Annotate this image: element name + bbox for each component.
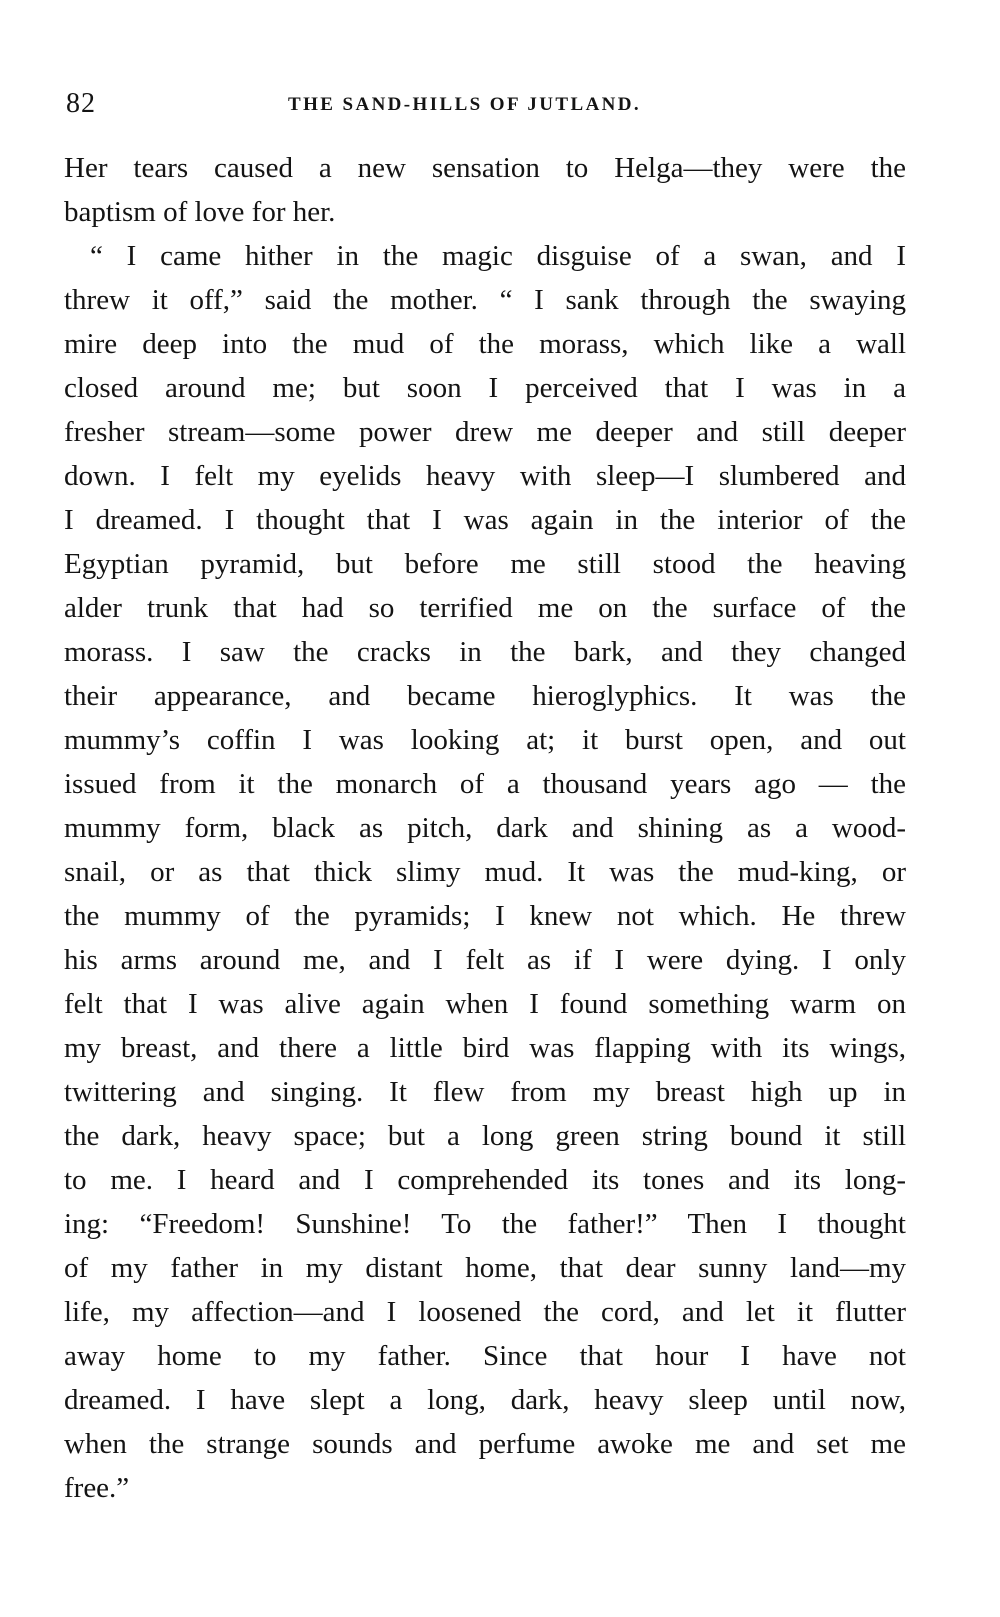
text-line: dreamed. I have slept a long, dark, heavy sleep until now, — [64, 1384, 906, 1416]
text-line: mummy form, black as pitch, dark and shining as a wood- — [64, 812, 906, 844]
text-line: snail, or as that thick slimy mud. It was the mud-king, or — [64, 856, 906, 888]
page-header — [66, 88, 906, 128]
text-line: baptism of love for her. — [64, 196, 336, 228]
text-line: free.” — [64, 1472, 130, 1504]
text-line: down. I felt my eyelids heavy with sleep—I slumbered and — [64, 460, 906, 492]
page-number: 82 — [66, 88, 96, 119]
text-line: alder trunk that had so terrified me on the surface of the — [64, 592, 906, 624]
text-line: away home to my father. Since that hour I have not — [64, 1340, 906, 1372]
text-line: twittering and singing. It flew from my breast high up in — [64, 1076, 906, 1108]
text-line: morass. I saw the cracks in the bark, and they changed — [64, 636, 906, 668]
text-line: my breast, and there a little bird was flapping with its wings, — [64, 1032, 906, 1064]
text-line: fresher stream—some power drew me deeper and still deeper — [64, 416, 906, 448]
text-line: mummy’s coffin I was looking at; it burst open, and out — [64, 724, 906, 756]
text-line: “ I came hither in the magic disguise of a swan, and I — [90, 240, 906, 272]
text-line: mire deep into the mud of the morass, which like a wall — [64, 328, 906, 360]
text-line: his arms around me, and I felt as if I were dying. I only — [64, 944, 906, 976]
text-line: I dreamed. I thought that I was again in the interior of the — [64, 504, 906, 536]
text-line: the dark, heavy space; but a long green string bound it still — [64, 1120, 906, 1152]
text-line: closed around me; but soon I perceived that I was in a — [64, 372, 906, 404]
text-line: ing: “Freedom! Sunshine! To the father!” Then I thought — [64, 1208, 906, 1240]
running-head: THE SAND-HILLS OF JUTLAND. — [288, 94, 642, 115]
text-line: when the strange sounds and perfume awoke me and set me — [64, 1428, 906, 1460]
text-line: life, my affection—and I loosened the cord, and let it flutter — [64, 1296, 906, 1328]
text-line: Egyptian pyramid, but before me still stood the heaving — [64, 548, 906, 580]
text-line: of my father in my distant home, that dear sunny land—my — [64, 1252, 906, 1284]
body-text — [64, 146, 906, 1510]
text-line: Her tears caused a new sensation to Helga—they were the — [64, 152, 906, 184]
text-line: the mummy of the pyramids; I knew not which. He threw — [64, 900, 906, 932]
text-line: issued from it the monarch of a thousand years ago — the — [64, 768, 906, 800]
text-line: their appearance, and became hieroglyphics. It was the — [64, 680, 906, 712]
text-line: to me. I heard and I comprehended its tones and its long- — [64, 1164, 906, 1196]
text-line: felt that I was alive again when I found something warm on — [64, 988, 906, 1020]
text-line: threw it off,” said the mother. “ I sank through the swaying — [64, 284, 906, 316]
